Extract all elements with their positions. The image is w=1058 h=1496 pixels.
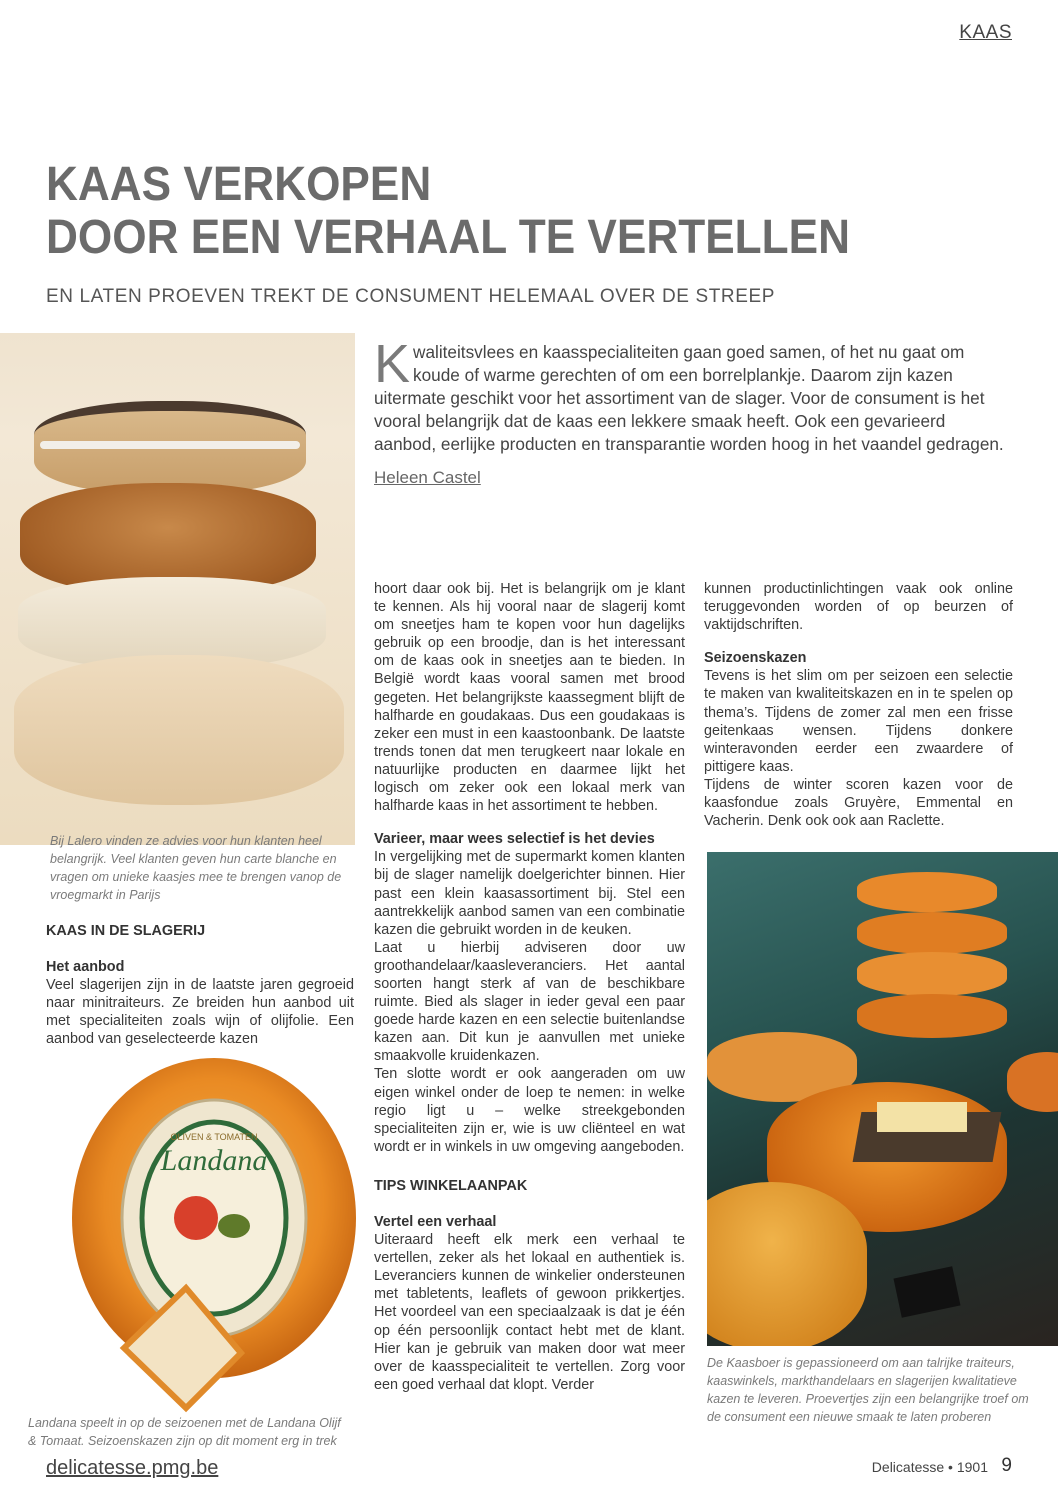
right-column xyxy=(704,580,1013,830)
section-heading-tips: TIPS WINKELAANPAK xyxy=(374,1177,528,1194)
cheese-wheel xyxy=(857,912,1007,954)
paragraph: Tevens is het slim om per seizoen een selectie te maken van kwaliteitskazen en in te spelen op thema’s. Tijdens de zomer zal men een frisse geitenkaas wensen. Tijdens donkere winteravonden eerder een zwaardere of pittigere kaas. xyxy=(704,668,1013,775)
page-number: 9 xyxy=(1001,1455,1012,1476)
cheese-wheel-front xyxy=(707,1182,867,1346)
footer-site-link[interactable]: delicatesse.pmg.be xyxy=(46,1457,219,1479)
caption-landana: Landana speelt in op de seizoenen met de Landana Olijf & Tomaat. Seizoenskazen zijn op dit moment erg in trek xyxy=(28,1416,341,1448)
paragraph: Ten slotte wordt er ook aangeraden om uw eigen winkel onder de loep te nemen: in welke regio ligt u – welke streekgebonden specialiteiten zijn er, wie is uw cliënteel en wat wordt er in winkels in uw omgeving aangeboden. xyxy=(374,1066,685,1155)
page-title xyxy=(46,158,874,264)
cheese-wheel xyxy=(857,872,997,912)
cheese-wheel xyxy=(857,952,1007,996)
cheese-wheel-bottom xyxy=(14,655,344,805)
cheese-wheel xyxy=(1007,1052,1058,1112)
price-tag xyxy=(893,1266,960,1318)
paragraph: In vergelijking met de supermarkt komen klanten bij de slager namelijk doelgerichter binnen. Hier past een klein kaasassortiment bij. Stel een aantrekkelijk aanbod samen van een combinatie kazen die gebruikt worden in de keuken. xyxy=(374,849,685,938)
landana-cheese-illustration xyxy=(36,1048,358,1424)
subheading-seizoenskazen: Seizoenskazen xyxy=(704,650,807,667)
paragraph: hoort daar ook bij. Het is belangrijk om je klant te kennen. Als hij vooral naar de slagerij komt om sneetjes ham te kopen voor hun dagelijks gebruik op een broodje, dan is het interessant om de kaas ook in sneetjes aan te bieden. In België wordt kaas vooral samen met brood gegeten. Het belangrijkste kaassegment blijft de halfharde en goudakaas. Dus een goudakaas is zeker een must in een kaastoonbank. De laatste trends tonen dat men terugkeert naar lokale en natuurlijke producten en daarmee lijkt het logisch om zeker ook een lokaal merk van halfharde kaas in het assortiment te hebben. xyxy=(374,581,685,815)
title-line-2: DOOR EEN VERHAAL TE VERTELLEN xyxy=(46,211,850,264)
paragraph: kunnen productinlichtingen vaak ook online teruggevonden worden of op beurzen of vaktijdschriften. xyxy=(704,581,1013,634)
intro-text: waliteitsvlees en kaasspecialiteiten gaan goed samen, of het nu gaat om koude of warme gerechten of om een borrelplankje. Daarom zijn kazen uitermate geschikt voor het assortiment van de slager. Voor de consument is het vooral belangrijk dat de kaas een lekkere smaak heeft. Ook een gevarieerd aanbod, eerlijke producten en transparantie worden hoog in het vaandel gedragen. xyxy=(374,342,1004,454)
paragraph: Tijdens de winter scoren kazen voor de kaasfondue zoals Gruyère, Emmental en Vacherin. Denk ook ook aan Raclette. xyxy=(704,776,1013,830)
cheese-wheel xyxy=(857,994,1007,1038)
intro-paragraph xyxy=(374,334,1010,456)
paragraph: Laat u hierbij adviseren door uw groothandelaar/kaasleveranciers. Het aantal soorten hangt sterk af van de beschikbare ruimte. Bied als slager in ieder geval een paar goede harde kazen en een selectie buitenlandse kazen aan. Dit kun je aanvullen met unieke smaakvolle kruidenkazen. xyxy=(374,939,685,1065)
paragraph: Veel slagerijen zijn in de laatste jaren gegroeid naar minitraiteurs. Ze breiden hun aanbod uit met specialiteiten zoals wijn of olijfolie. Een aanbod van geselecteerde kazen xyxy=(46,977,354,1048)
middle-column xyxy=(374,580,685,1394)
section-tag: KAAS xyxy=(959,22,1012,43)
footer-magazine: Delicatesse • 1901 xyxy=(871,1459,988,1475)
title-line-1: KAAS VERKOPEN xyxy=(46,158,432,211)
cheese-samples xyxy=(877,1102,967,1132)
caption-lalero: Bij Lalero vinden ze advies voor hun klanten heel belangrijk. Veel klanten geven hun carte blanche en vragen om unieke kaasjes mee te brengen vanop de vroegmarkt in Parijs xyxy=(50,834,342,902)
landana-brand-text: Landana xyxy=(160,1144,268,1177)
cheese-market-photo xyxy=(707,852,1058,1346)
left-column xyxy=(46,922,354,1049)
cheese-layer-line xyxy=(40,441,300,449)
subtitle: EN LATEN PROEVEN TREKT DE CONSUMENT HELEMAAL OVER DE STREEP xyxy=(46,286,776,307)
subheading-aanbod: Het aanbod xyxy=(46,959,125,976)
subheading-varieer: Varieer, maar wees selectief is het devies xyxy=(374,831,655,848)
drop-cap: K xyxy=(374,334,411,394)
stacked-cheese-photo xyxy=(0,333,355,845)
landana-variety-text: OLIVEN & TOMATEN xyxy=(170,1132,258,1142)
subheading-verhaal: Vertel een verhaal xyxy=(374,1214,497,1230)
paragraph: Uiteraard heeft elk merk een verhaal te vertellen, zeker als het lokaal en authentiek is. Leveranciers kunnen de winkelier ondersteunen met tabletents, leaflets of gewoon prikkertjes. Het voordeel van een speciaalzaak is dat je één op één persoonlijk contact hebt met de klant. Hier kan je gebruik van maken door wat meer over de kaasspecialiteit te vertellen. Zorg voor een goed verhaal dat klopt. Verder xyxy=(374,1232,685,1393)
caption-kaasboer: De Kaasboer is gepassioneerd om aan talrijke traiteurs, kaaswinkels, markthandelaars en slagerijen kwalitatieve kazen te leveren. Proevertjes zijn een belangrijke troef om de consument een nieuwe smaak te laten proberen xyxy=(707,1356,1029,1424)
author-name: Heleen Castel xyxy=(374,468,481,487)
landana-cheese-photo xyxy=(36,1048,358,1424)
section-heading-slagerij: KAAS IN DE SLAGERIJ xyxy=(46,923,206,939)
